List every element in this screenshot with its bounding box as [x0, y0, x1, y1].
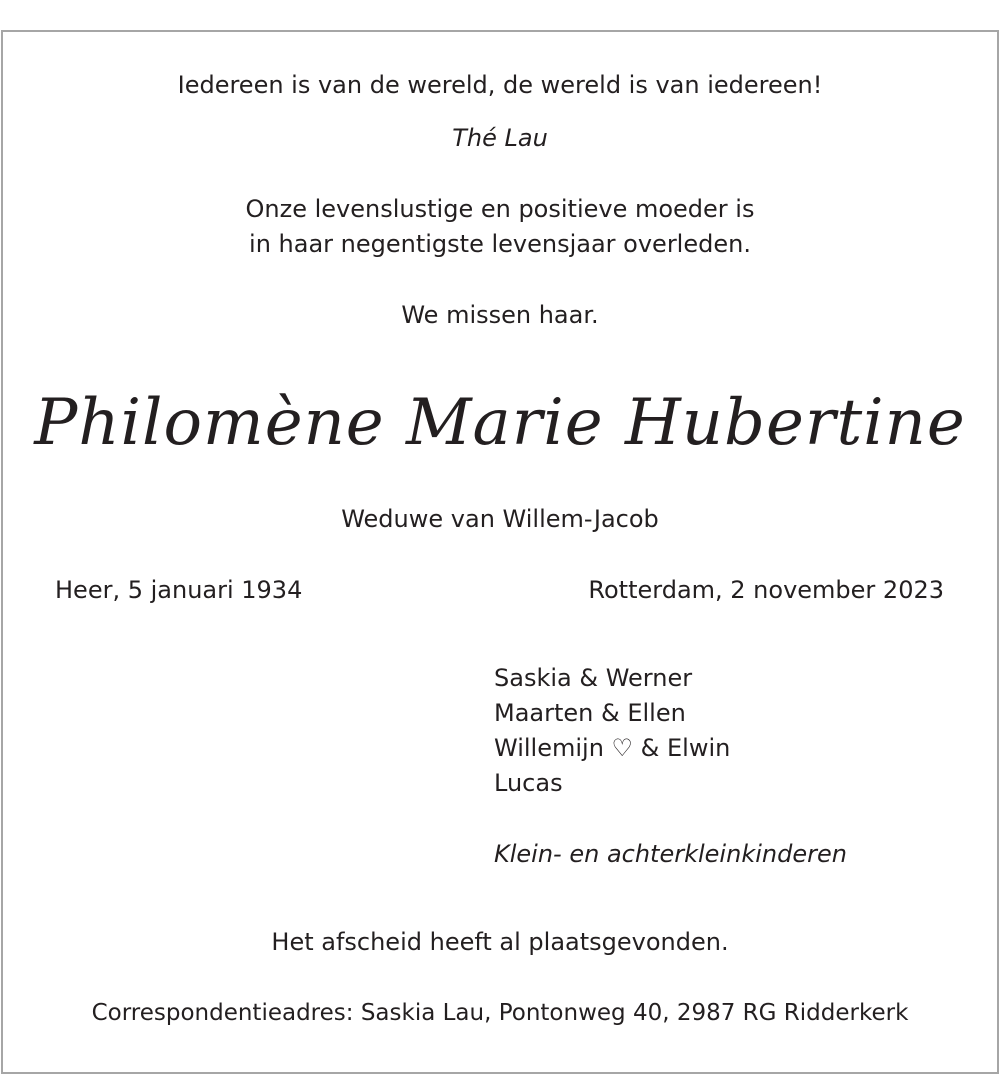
- family-member-2: Maarten & Ellen: [494, 699, 686, 727]
- correspondence-address: Correspondentieadres: Saskia Lau, Pontonweg 40, 2987 RG Ridderkerk: [91, 1000, 909, 1026]
- announcement-border: [1, 30, 999, 1074]
- missing-text: We missen haar.: [401, 301, 599, 329]
- birth-place-date: Heer, 5 januari 1934: [55, 576, 303, 604]
- grandchildren-text: Klein- en achterkleinkinderen: [494, 840, 847, 868]
- death-place-date: Rotterdam, 2 november 2023: [588, 576, 944, 604]
- deceased-name: Philomène Marie Hubertine: [34, 386, 966, 460]
- farewell-text: Het afscheid heeft al plaatsgevonden.: [271, 928, 729, 956]
- family-member-1: Saskia & Werner: [494, 664, 693, 692]
- relation-text: Weduwe van Willem-Jacob: [341, 505, 659, 533]
- intro-line-2: in haar negentigste levensjaar overleden.: [249, 230, 751, 258]
- quote-author: Thé Lau: [452, 124, 548, 152]
- family-member-4: Lucas: [494, 769, 563, 797]
- intro-line-1: Onze levenslustige en positieve moeder is: [245, 195, 755, 223]
- family-member-3: Willemijn ♡ & Elwin: [494, 734, 731, 762]
- quote-text: Iedereen is van de wereld, de wereld is van iedereen!: [177, 71, 823, 99]
